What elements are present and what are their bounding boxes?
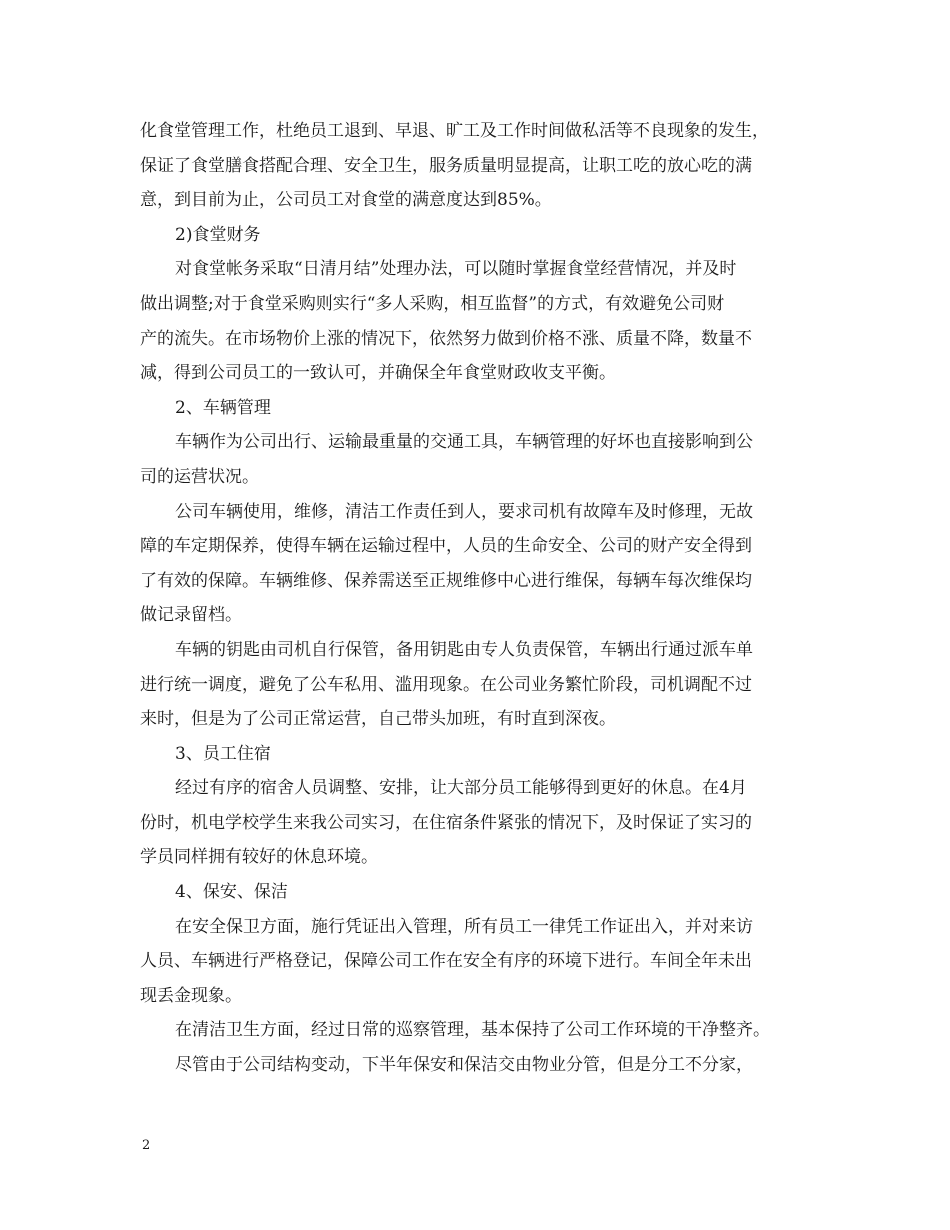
document-body — [140, 114, 820, 1083]
text-line: 意，到目前为止，公司员工对食堂的满意度达到85%。 — [140, 190, 552, 211]
text-line: 减，得到公司员工的一致认可，并确保全年食堂财政收支平衡。 — [140, 363, 616, 384]
text-line: 对食堂帐务采取“日清月结”处理办法，可以随时掌握食堂经营情况，并及时 — [175, 259, 737, 280]
text-line: 2)食堂财务 — [175, 224, 261, 245]
text-line: 现丢金现象。 — [140, 985, 242, 1006]
text-line: 了有效的保障。车辆维修、保养需送至正规维修中心进行维保，每辆车每次维保均 — [140, 570, 752, 591]
text-line: 尽管由于公司结构变动，下半年保安和保洁交由物业分管，但是分工不分家， — [175, 1055, 753, 1076]
text-line: 化食堂管理工作，杜绝员工退到、早退、旷工及工作时间做私活等不良现象的发生， — [140, 121, 769, 141]
text-line: 做记录留档。 — [140, 605, 242, 626]
text-line: 在安全保卫方面，施行凭证出入管理，所有员工一律凭工作证出入，并对来访 — [175, 916, 753, 937]
text-line: 障的车定期保养，使得车辆在运输过程中，人员的生命安全、公司的财产安全得到 — [140, 536, 752, 557]
text-line: 学员同样拥有较好的休息环境。 — [140, 847, 378, 868]
text-line: 做出调整;对于食堂采购则实行“多人采购，相互监督”的方式，有效避免公司财 — [140, 293, 725, 314]
text-line: 经过有序的宿舍人员调整、安排，让大部分员工能够得到更好的休息。在4月 — [175, 778, 747, 799]
text-line: 份时，机电学校学生来我公司实习，在住宿条件紧张的情况下，及时保证了实习的 — [140, 812, 752, 833]
text-line: 进行统一调度，避免了公车私用、滥用现象。在公司业务繁忙阶段，司机调配不过 — [140, 674, 752, 695]
text-line: 在清洁卫生方面，经过日常的巡察管理，基本保持了公司工作环境的干净整齐。 — [175, 1020, 770, 1041]
text-line: 4、保安、保洁 — [175, 882, 288, 903]
text-line: 来时，但是为了公司正常运营，自己带头加班，有时直到深夜。 — [140, 709, 616, 730]
text-line: 车辆的钥匙由司机自行保管，备用钥匙由专人负责保管，车辆出行通过派车单 — [175, 639, 753, 660]
text-line: 公司车辆使用，维修，清洁工作责任到人，要求司机有故障车及时修理，无故 — [175, 501, 753, 522]
text-line: 保证了食堂膳食搭配合理、安全卫生，服务质量明显提高，让职工吃的放心吃的满 — [140, 155, 752, 176]
text-line: 3、员工住宿 — [175, 743, 271, 764]
text-line: 2、车辆管理 — [175, 397, 271, 418]
text-line: 车辆作为公司出行、运输最重量的交通工具，车辆管理的好坏也直接影响到公 — [175, 432, 753, 453]
text-line: 司的运营状况。 — [140, 466, 259, 487]
page-number: 2 — [142, 1138, 151, 1153]
text-line: 产的流失。在市场物价上涨的情况下，依然努力做到价格不涨、质量不降，数量不 — [140, 328, 752, 349]
text-line: 人员、车辆进行严格登记，保障公司工作在安全有序的环境下进行。车间全年未出 — [140, 951, 752, 972]
